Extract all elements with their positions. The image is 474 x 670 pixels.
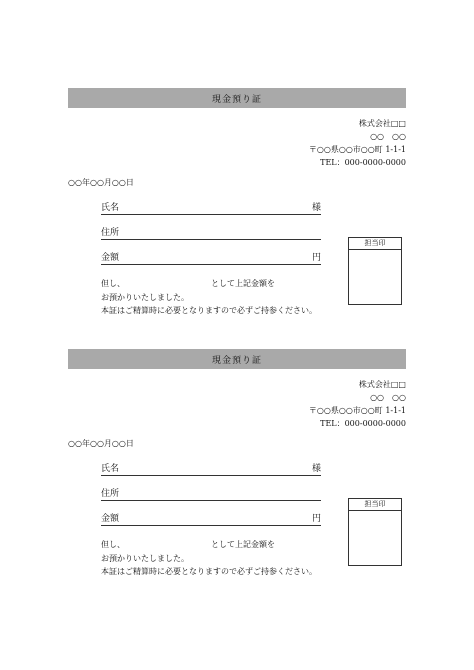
note-line-1-right: として上記金額を: [211, 279, 275, 288]
note-line-1-left: 但し、: [101, 279, 125, 288]
company-block: [309, 378, 406, 430]
company-name: 株式会社□□: [358, 380, 406, 389]
address-label: 住所: [101, 489, 120, 499]
company-tel: TEL：000-0000-0000: [320, 158, 406, 167]
receipt-title: 現金預り証: [68, 349, 406, 369]
stamp-box: [348, 237, 402, 305]
receipt-top: [0, 88, 474, 348]
address-label: 住所: [101, 228, 120, 238]
amount-label: 金額: [101, 514, 120, 524]
note-line-2: お預かりいたしました。: [101, 554, 189, 563]
receipt-bottom: [0, 349, 474, 609]
stamp-box: [348, 498, 402, 566]
company-address: 〒○○県○○市○○町 1-1-1: [308, 145, 406, 154]
amount-suffix: 円: [311, 253, 321, 263]
name-label: 氏名: [101, 203, 120, 213]
name-suffix: 様: [311, 203, 321, 213]
amount-field[interactable]: [101, 513, 321, 526]
issue-date: ○○年○○月○○日: [68, 439, 134, 448]
company-name: 株式会社□□: [358, 119, 406, 128]
receipt-title: 現金預り証: [68, 88, 406, 108]
name-suffix: 様: [311, 464, 321, 474]
company-address: 〒○○県○○市○○町 1-1-1: [308, 406, 406, 415]
issue-date: ○○年○○月○○日: [68, 178, 134, 187]
name-label: 氏名: [101, 464, 120, 474]
name-field[interactable]: [101, 202, 321, 215]
address-field[interactable]: [101, 488, 321, 501]
amount-label: 金額: [101, 253, 120, 263]
note-line-1-right: として上記金額を: [211, 540, 275, 549]
note-line-3: 本証はご精算時に必要となりますので必ずご持参ください。: [101, 306, 317, 315]
amount-field[interactable]: [101, 252, 321, 265]
note-line-1: [101, 278, 275, 289]
note-line-3: 本証はご精算時に必要となりますので必ずご持参ください。: [101, 567, 317, 576]
address-field[interactable]: [101, 227, 321, 240]
company-block: [309, 117, 406, 169]
name-field[interactable]: [101, 463, 321, 476]
stamp-label: 担当印: [349, 238, 401, 250]
note-line-1-left: 但し、: [101, 540, 125, 549]
note-line-2: お預かりいたしました。: [101, 293, 189, 302]
amount-suffix: 円: [311, 514, 321, 524]
note-line-1: [101, 539, 275, 550]
company-tel: TEL：000-0000-0000: [320, 419, 406, 428]
company-person: ○○ ○○: [370, 393, 406, 402]
stamp-label: 担当印: [349, 499, 401, 511]
company-person: ○○ ○○: [370, 132, 406, 141]
